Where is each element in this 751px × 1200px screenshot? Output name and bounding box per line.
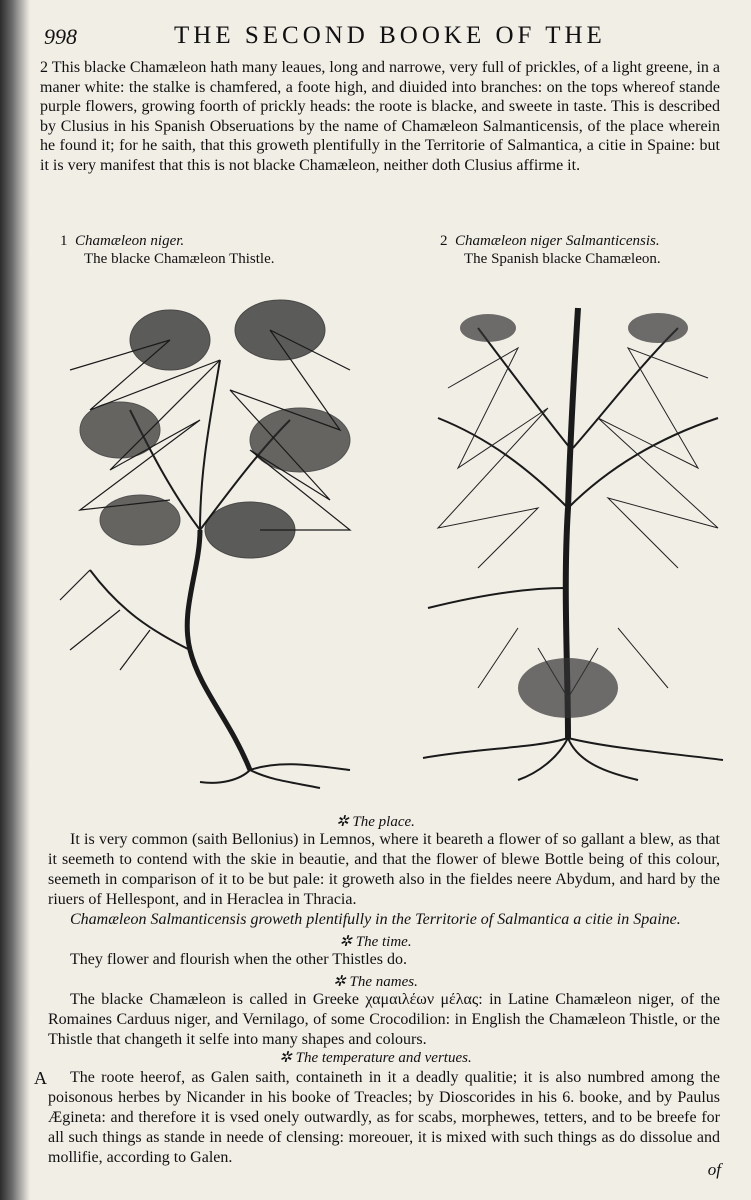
time-heading: ✲ The time. [339, 934, 412, 950]
figure-caption-1 [60, 232, 275, 268]
page-number: 998 [44, 24, 77, 49]
figure-english-2: The Spanish blacke Chamæleon. [464, 251, 661, 267]
catchword: of [707, 1160, 721, 1179]
temperature-text: The roote heerof, as Galen saith, containeth in it a deadly qualitie; it is also numbred among the poisonous herbes by Nicander in his booke of Treacles; by Dioscorides in his 6. booke, and by Paulus Ægineta: and therefore it is vsed onely outwardly, as for scabs, morphewes, tetters, and to be breefe for all such things as stande in neede of clensing: moreouer, it is mixed with such things as do dissolue and mollifie, according to Galen. [48, 1069, 720, 1166]
running-title: THE SECOND BOOKE OF THE [174, 22, 606, 49]
intro-paragraph: 2 This blacke Chamæleon hath many leaues, long and narrowe, very full of prickles, of a light greene, in a maner white: the stalke is chamfered, a foote high, and diuided into branches: on the tops whereof stande purple flowers, growing foorth of prickly heads: the roote is blacke, and sweete in taste. This is described by Clusius in his Spanish Obseruations by the name of Chamæleon Salmanticensis, of the place wherein he found it; for he saith, that this groweth plentifully in the Territorie of Salmantica, a citie in Spaine: but it is very manifest that this is not blacke Chamæleon, neither doth Clusius affirme it. [40, 59, 720, 174]
place-heading: ✲ The place. [336, 814, 415, 830]
figure-number-2: 2 [440, 233, 448, 249]
spanish-black-chameleon-woodcut [418, 268, 730, 788]
black-chameleon-thistle-woodcut [50, 270, 370, 790]
figure-caption-2 [440, 232, 661, 268]
figure-latin-1: Chamæleon niger. [75, 233, 185, 249]
names-text: The blacke Chamæleon is called in Greeke χαμαιλέων μέλας: in Latine Chamæleon niger, of the Romaines Carduus niger, and Vernilago, of some Crocodilion: in English the Chamæleon Thistle, or the Thistle that changeth it selfe into many shapes and colours. [48, 991, 720, 1048]
place-text-2: Chamæleon Salmanticensis groweth plentifully in the Territorie of Salmantica a citie in Spaine. [70, 911, 681, 928]
figure-english-1: The blacke Chamæleon Thistle. [84, 251, 275, 267]
page-gutter-shadow [0, 0, 30, 1200]
names-heading: ✲ The names. [333, 974, 418, 990]
temperature-heading: ✲ The temperature and vertues. [279, 1050, 472, 1066]
page-header [44, 22, 711, 56]
figure-latin-2: Chamæleon niger Salmanticensis. [455, 233, 660, 249]
margin-letter: A [34, 1068, 47, 1088]
time-text: They flower and flourish when the other Thistles do. [70, 951, 407, 968]
place-text: It is very common (saith Bellonius) in Lemnos, where it beareth a flower of so gallant a blew, as that it seemeth to contend with the skie in beautie, and that the flower of blewe Bottle being of this colour, seemeth in comparison of it to be but pale: it groweth also in the fieldes neere Abydum, and hard by the riuers of Hellespont, and in Heraclea in Thracia. [48, 831, 720, 908]
figure-number-1: 1 [60, 233, 68, 249]
